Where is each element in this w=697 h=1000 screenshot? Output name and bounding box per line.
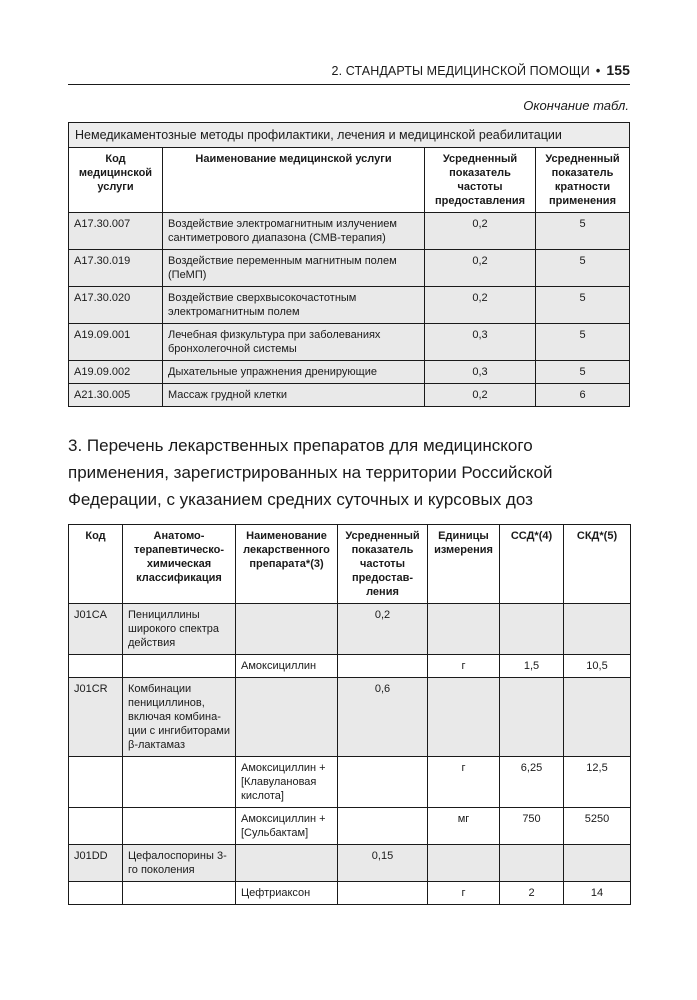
unit-cell: г (428, 655, 500, 678)
column-header: Единицы измерения (428, 525, 500, 604)
atc-class-cell: Цефалоспорины 3-го поколения (123, 845, 236, 882)
running-header (68, 62, 630, 78)
multiplicity-cell: 5 (536, 324, 630, 361)
service-code-cell: A21.30.005 (69, 384, 163, 407)
frequency-cell: 0,2 (425, 384, 536, 407)
service-name-cell: Воздействие переменным магнитным полем (ПеМП) (163, 250, 425, 287)
unit-cell (428, 604, 500, 655)
section-name: 2. СТАНДАРТЫ МЕДИЦИНСКОЙ ПОМОЩИ (331, 64, 590, 78)
atc-code-cell (69, 808, 123, 845)
frequency-cell: 0,2 (425, 213, 536, 250)
atc-code-cell (69, 655, 123, 678)
unit-cell: г (428, 882, 500, 905)
frequency-cell (338, 808, 428, 845)
atc-class-cell: Комбинации пенициллинов, включая комбинации с ингибиторами β-лактамаз (123, 678, 236, 757)
drug-name-cell: Амоксициллин + [Сульбактам] (236, 808, 338, 845)
drug-name-cell: Цефтриаксон (236, 882, 338, 905)
table-row (69, 384, 630, 407)
skd-cell: 10,5 (564, 655, 631, 678)
service-code-cell: A17.30.019 (69, 250, 163, 287)
service-name-cell: Лечебная физкультура при заболеваниях бронхолегочной системы (163, 324, 425, 361)
drug-row (69, 655, 631, 678)
drug-name-cell (236, 678, 338, 757)
service-name-cell: Дыхательные упражнения дренирующие (163, 361, 425, 384)
atc-class-cell (123, 808, 236, 845)
skd-cell: 12,5 (564, 757, 631, 808)
ssd-cell (500, 845, 564, 882)
column-header: Усредненный показатель частоты предоставления (425, 148, 536, 213)
atc-code-cell: J01CA (69, 604, 123, 655)
multiplicity-cell: 5 (536, 250, 630, 287)
column-header: Усредненный показатель кратности применения (536, 148, 630, 213)
services-table (68, 122, 630, 407)
table-row (69, 213, 630, 250)
page-number: 155 (606, 62, 630, 78)
atc-code-cell: J01CR (69, 678, 123, 757)
ssd-cell: 750 (500, 808, 564, 845)
unit-cell: г (428, 757, 500, 808)
table-row (69, 324, 630, 361)
table-row (69, 287, 630, 324)
skd-cell: 14 (564, 882, 631, 905)
drug-row (69, 808, 631, 845)
frequency-cell (338, 882, 428, 905)
continuation-note: Окончание табл. (523, 98, 629, 113)
atc-code-cell: J01DD (69, 845, 123, 882)
frequency-cell: 0,3 (425, 361, 536, 384)
unit-cell (428, 678, 500, 757)
multiplicity-cell: 5 (536, 287, 630, 324)
service-code-cell: A19.09.002 (69, 361, 163, 384)
column-header: Код медицинской услуги (69, 148, 163, 213)
atc-code-cell (69, 757, 123, 808)
group-row (69, 678, 631, 757)
column-header: Наименование лекарственного препарата*(3) (236, 525, 338, 604)
unit-cell: мг (428, 808, 500, 845)
skd-cell (564, 678, 631, 757)
table-row (69, 250, 630, 287)
service-name-cell: Массаж грудной клетки (163, 384, 425, 407)
atc-code-cell (69, 882, 123, 905)
drug-name-cell: Амоксициллин (236, 655, 338, 678)
column-header: Код (69, 525, 123, 604)
unit-cell (428, 845, 500, 882)
multiplicity-cell: 6 (536, 384, 630, 407)
service-code-cell: A17.30.020 (69, 287, 163, 324)
frequency-cell: 0,3 (425, 324, 536, 361)
frequency-cell (338, 757, 428, 808)
ssd-cell: 1,5 (500, 655, 564, 678)
service-code-cell: A19.09.001 (69, 324, 163, 361)
section-title: 3. Перечень лекарственных препаратов для медицинского применения, зарегистрированных на территории Российской Федерации, с указанием средних суточных и курсовых доз (68, 436, 553, 509)
multiplicity-cell: 5 (536, 213, 630, 250)
column-header: Усредненный показатель частоты предоставления (338, 525, 428, 604)
skd-cell: 5250 (564, 808, 631, 845)
drug-row (69, 882, 631, 905)
service-code-cell: A17.30.007 (69, 213, 163, 250)
atc-class-cell (123, 757, 236, 808)
frequency-cell: 0,15 (338, 845, 428, 882)
service-name-cell: Воздействие сверхвысокочастотным электромагнитным полем (163, 287, 425, 324)
ssd-cell (500, 678, 564, 757)
column-header: Анатомотерапевтическо-химическая классификация (123, 525, 236, 604)
drug-name-cell (236, 604, 338, 655)
column-header: Наименование медицинской услуги (163, 148, 425, 213)
ssd-cell (500, 604, 564, 655)
group-row (69, 604, 631, 655)
atc-class-cell (123, 655, 236, 678)
drug-row (69, 757, 631, 808)
table-caption: Немедикаментозные методы профилактики, лечения и медицинской реабилитации (69, 123, 630, 148)
column-header: ССД*(4) (500, 525, 564, 604)
service-name-cell: Воздействие электромагнитным излучением сантиметрового диапазона (СМВ-терапия) (163, 213, 425, 250)
frequency-cell: 0,6 (338, 678, 428, 757)
atc-class-cell: Пенициллины широкого спектра действия (123, 604, 236, 655)
header-separator: • (595, 64, 601, 78)
drug-name-cell (236, 845, 338, 882)
header-rule (68, 84, 630, 85)
skd-cell (564, 845, 631, 882)
frequency-cell: 0,2 (425, 250, 536, 287)
column-header: СКД*(5) (564, 525, 631, 604)
group-row (69, 845, 631, 882)
table-row (69, 361, 630, 384)
ssd-cell: 6,25 (500, 757, 564, 808)
ssd-cell: 2 (500, 882, 564, 905)
atc-class-cell (123, 882, 236, 905)
multiplicity-cell: 5 (536, 361, 630, 384)
frequency-cell: 0,2 (425, 287, 536, 324)
skd-cell (564, 604, 631, 655)
frequency-cell (338, 655, 428, 678)
drugs-table (68, 524, 631, 905)
drug-name-cell: Амоксициллин + [Клавулановая кислота] (236, 757, 338, 808)
frequency-cell: 0,2 (338, 604, 428, 655)
